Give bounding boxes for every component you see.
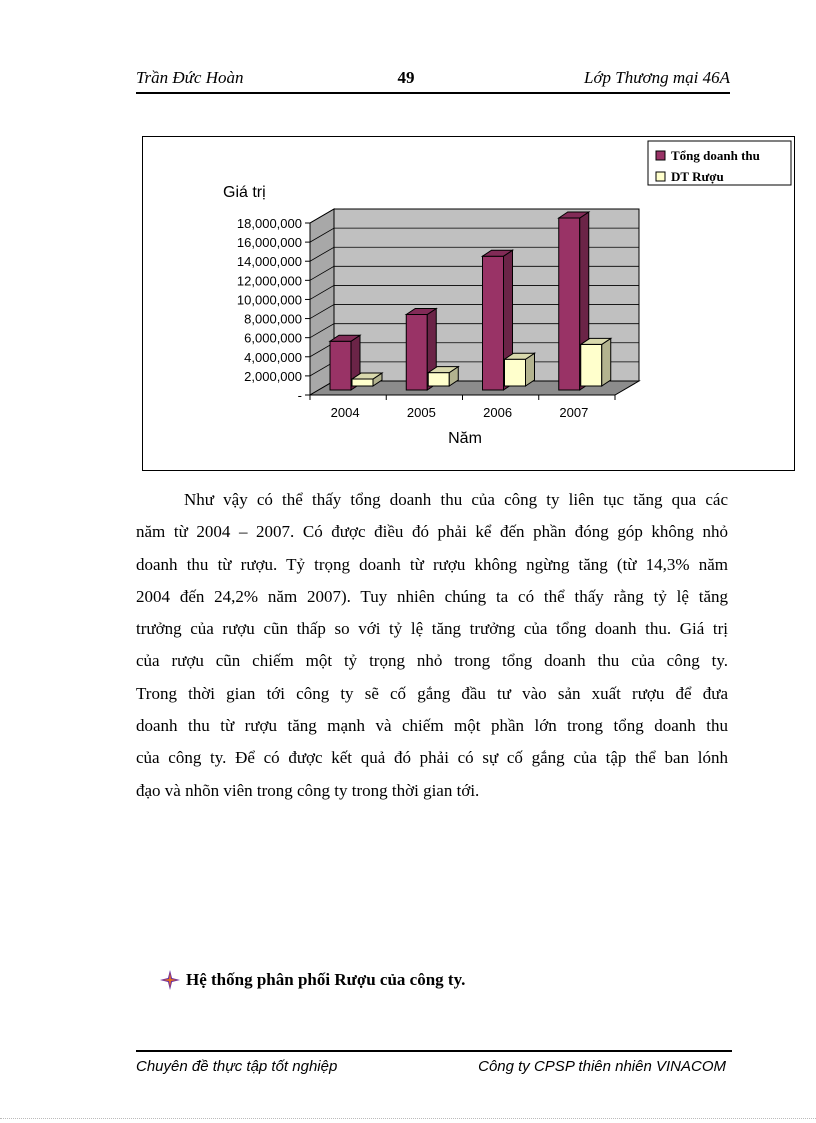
paragraph-line: doanh thu từ rượu tăng mạnh và chiếm một phần lớn trong tổng doanh thu xyxy=(136,716,728,736)
x-tick-label: 2005 xyxy=(406,405,436,420)
star-bullet-icon xyxy=(160,970,180,990)
y-tick-label: - xyxy=(297,388,302,403)
y-tick-label: 6,000,000 xyxy=(244,330,302,346)
page-edge-divider xyxy=(0,1118,816,1119)
bar-1-front xyxy=(581,344,602,386)
footer-right: Công ty CPSP thiên nhiên VINACOM xyxy=(478,1058,726,1075)
page-number: 49 xyxy=(397,68,415,87)
chart-svg xyxy=(143,137,796,472)
paragraph-line: 2004 đến 24,2% năm 2007). Tuy nhiên chúng ta có thể thấy rằng tỷ lệ tăng xyxy=(136,586,728,606)
revenue-chart xyxy=(142,136,795,471)
y-axis-title: Giá trị xyxy=(223,184,266,201)
paragraph-line: của rượu cũn chiếm một tỷ trọng nhỏ trong tổng doanh thu của công ty. xyxy=(136,651,728,671)
y-tick-label: 4,000,000 xyxy=(244,349,302,365)
y-tick-label: 2,000,000 xyxy=(244,368,302,384)
legend-label: Tổng doanh thu xyxy=(671,148,760,163)
paragraph-line: của công ty. Để có được kết quả đó phải có sự cố gắng của tập thể ban lónh xyxy=(136,748,728,768)
y-tick-label: 16,000,000 xyxy=(236,235,302,251)
section-heading xyxy=(160,970,465,990)
header-author: Trần Đức Hoàn xyxy=(136,68,244,87)
legend-label: DT Rượu xyxy=(671,169,724,184)
bar-1-front xyxy=(505,359,526,386)
paragraph-line: Trong thời gian tới công ty sẽ cố gắng đầu tư vào sản xuất rượu để đưa xyxy=(136,683,728,703)
section-heading-text: Hệ thống phân phối Rượu của công ty. xyxy=(186,970,466,989)
x-axis-title: Năm xyxy=(448,430,482,447)
x-tick-label: 2004 xyxy=(330,405,360,420)
paragraph-line: năm từ 2004 – 2007. Có được điều đó phải kể đến phần đóng góp không nhỏ xyxy=(136,522,728,542)
paragraph-line: đạo và nhõn viên trong công ty trong thời gian tới. xyxy=(136,780,480,800)
y-tick-label: 14,000,000 xyxy=(236,254,302,270)
page-header xyxy=(136,66,730,94)
body-paragraph xyxy=(136,484,728,807)
x-tick-label: 2006 xyxy=(483,405,513,420)
bar-0-front xyxy=(406,315,427,390)
bar-1-front xyxy=(352,379,373,386)
paragraph-line: Như vậy có thể thấy tổng doanh thu của công ty liên tục tăng qua các xyxy=(184,490,728,509)
y-tick-label: 18,000,000 xyxy=(236,216,302,231)
y-tick-label: 10,000,000 xyxy=(236,292,302,308)
legend-swatch xyxy=(656,151,665,160)
bar-0-front xyxy=(559,218,580,390)
paragraph-line: trưởng của rượu cũn thấp so với tỷ lệ tăng trưởng của tổng doanh thu. Giá trị xyxy=(136,619,728,639)
x-tick-label: 2007 xyxy=(559,405,589,420)
bar-0-front xyxy=(330,341,351,390)
page-footer xyxy=(136,1050,732,1082)
y-tick-label: 12,000,000 xyxy=(236,273,302,289)
paragraph-line: doanh thu từ rượu. Tỷ trọng doanh từ rượu không ngừng tăng (từ 14,3% năm xyxy=(136,554,728,574)
bar-0-front xyxy=(483,256,504,390)
y-tick-label: 8,000,000 xyxy=(244,311,302,327)
footer-left: Chuyên đề thực tập tốt nghiệp xyxy=(136,1058,338,1075)
bar-1-front xyxy=(428,373,449,386)
header-class: Lớp Thương mại 46A xyxy=(584,68,730,87)
legend-swatch xyxy=(656,172,665,181)
bar-1-side xyxy=(602,338,611,386)
